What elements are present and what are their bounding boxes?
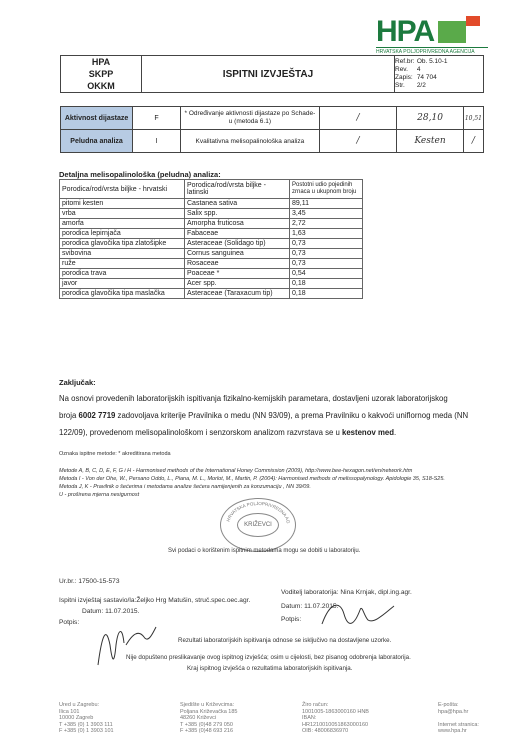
signature-left xyxy=(92,615,162,670)
footer-line: F +385 (0)48 693 216 xyxy=(180,728,234,734)
lab-note: Svi podaci o korištenim ispitnim metodama mogu se dobiti u laboratoriju. xyxy=(168,548,361,554)
footer-line: www.hpa.hr xyxy=(438,728,467,734)
report-meta xyxy=(395,56,484,93)
table-row xyxy=(60,239,363,249)
footer-line: 1001005-1863000160 HNB xyxy=(302,708,369,715)
lab-head-potpis: Potpis: xyxy=(281,616,302,623)
cell-hr: ruže xyxy=(60,259,185,269)
signature-right xyxy=(318,596,398,636)
footer-line: Ured u Zagrebu: xyxy=(59,702,100,708)
lab-head: Voditelj laboratorija: Nina Krnjak, dipl.ing.agr. xyxy=(281,589,412,596)
meta-value: 4 xyxy=(416,66,421,73)
cell-pct: 0,54 xyxy=(290,269,363,279)
honey-type: kestenov med xyxy=(341,428,394,437)
cell-lat: Cornus sanguinea xyxy=(185,249,290,259)
logo-subtitle: HRVATSKA POLJOPRIVREDNA AGENCIJA xyxy=(376,47,488,55)
cell-hr: porodica lepirnjača xyxy=(60,229,185,239)
meta-key: Rev. xyxy=(395,66,408,73)
analysis-result: Kesten xyxy=(397,130,464,153)
conclusion-title: Zaključak: xyxy=(59,378,96,387)
text: 122/09), provedenom melisopalinološkom i senzorskom analizom razvrstava se u xyxy=(59,428,342,437)
cell-pct: 0,73 xyxy=(290,259,363,269)
cell-lat: Rosaceae xyxy=(185,259,290,269)
footer-line: OIB: 48006836970 xyxy=(302,728,349,734)
org-line: HPA xyxy=(91,57,111,67)
method-note: Metode A, B, C, D, E, F, G i H - Harmonised methods of the International Honey Commission (2009), http://www.bee-hexagon.net/en/network.htm xyxy=(59,468,413,474)
meta-key: Ref.br: xyxy=(395,58,415,65)
official-stamp xyxy=(220,498,296,552)
cell-pct: 89,11 xyxy=(290,199,363,209)
analysis-row xyxy=(61,130,484,153)
analysis-row xyxy=(61,107,484,130)
cell-hr: porodica glavočika tipa maslačka xyxy=(60,289,185,299)
sample-number: 6002 7719 xyxy=(78,411,116,420)
col-header-hr: Porodica/rod/vrsta biljke - hrvatski xyxy=(60,180,185,199)
meta-value: 2/2 xyxy=(416,82,426,89)
analysis-desc: Kvalitativna melisopalinološka analiza xyxy=(180,130,319,153)
text: zadovoljava kriterije Pravilnika o medu (NN 93/09), a prema Pravilniku o kakvoći uniflornog meda (NN xyxy=(115,411,469,420)
disclaimer-1: Rezultati laboratorijskih ispitivanja odnose se isključivo na dostavljene uzorke. xyxy=(178,637,392,644)
cell-pct: 1,63 xyxy=(290,229,363,239)
table-row xyxy=(60,269,363,279)
logo-red-square xyxy=(466,16,480,26)
footer-line: E-pošta: xyxy=(438,702,459,708)
footer-line: IBAN: xyxy=(302,715,317,721)
footer-line: T +385 (0) 1 3903 111 xyxy=(59,721,113,728)
org-block xyxy=(61,56,142,93)
cell-hr: porodica glavočika tipa zlatošipke xyxy=(60,239,185,249)
report-header xyxy=(60,55,484,93)
pollen-header-row xyxy=(60,180,363,199)
footer-krizevci xyxy=(180,702,237,735)
footer-line: 48260 Križevci xyxy=(180,715,217,721)
conclusion-text xyxy=(59,390,489,441)
analysis-unit: / xyxy=(319,130,396,153)
cell-pct: 0,18 xyxy=(290,279,363,289)
method-note: Metoda I - Von der Ohe, W., Persano Oddo, L., Piana, M. L., Morlot, M., Martin, P. (2004): Harmonised methods of melissopalynology. Apidologie 35, S18-S25. xyxy=(59,476,445,482)
cell-pct: 0,73 xyxy=(290,239,363,249)
table-row xyxy=(60,229,363,239)
stamp-text: KRIŽEVCI xyxy=(237,513,279,537)
table-row xyxy=(60,289,363,299)
analysis-desc: * Određivanje aktivnosti dijastaze po Schade-u (metoda 6.1) xyxy=(180,107,319,130)
cell-pct: 3,45 xyxy=(290,209,363,219)
conclusion-line-1: Na osnovi provedenih laboratorijskih ispitivanja fizikalno-kemijskih parametara, dostavljeni uzorak laboratorijskog xyxy=(59,394,448,403)
cell-lat: Acer spp. xyxy=(185,279,290,289)
footer-bank xyxy=(302,702,369,735)
cell-lat: Asteraceae (Solidago tip) xyxy=(185,239,290,249)
table-row xyxy=(60,199,363,209)
prepared-potpis: Potpis: xyxy=(59,619,80,626)
footer-line: Sjedište u Križevcima: xyxy=(180,702,235,708)
hpa-logo xyxy=(376,13,488,53)
footer-line: HR1210010051863000160 xyxy=(302,721,369,728)
meta-value: Ob. 5.10-1 xyxy=(416,58,448,65)
cell-hr: javor xyxy=(60,279,185,289)
disclaimer-3: Kraj ispitnog izvješća o rezultatima laboratorijskih ispitivanja. xyxy=(187,665,353,672)
cell-lat: Asteraceae (Taraxacum tip) xyxy=(185,289,290,299)
cell-pct: 0,18 xyxy=(290,289,363,299)
table-row xyxy=(60,209,363,219)
conclusion-line-3 xyxy=(59,424,489,441)
col-header-pct: Postotni udio pojedinih zrnaca u ukupnom broju xyxy=(290,180,363,199)
cell-hr: pitomi kesten xyxy=(60,199,185,209)
footer-line: 10000 Zagreb xyxy=(59,715,94,721)
detail-title: Detaljna melisopalinološka (peludna) analiza: xyxy=(59,170,221,179)
cell-hr: porodica trava xyxy=(60,269,185,279)
footer-line: Žiro račun: xyxy=(302,702,329,708)
table-row xyxy=(60,219,363,229)
conclusion-line-2 xyxy=(59,407,489,424)
method-note: Metoda J, K - Pravilnik o šećerima i metodama analize šećera namijenjenih za konzumaciju , NN 39/09. xyxy=(59,484,311,490)
footer-line: Ilica 101 xyxy=(59,708,80,715)
pollen-table xyxy=(59,179,363,299)
org-line: OKKM xyxy=(87,81,115,91)
accredited-note: Oznaka ispitne metode: * akreditirana metoda xyxy=(59,451,171,457)
footer-line: Internet stranica: xyxy=(438,721,479,728)
footer-line: Poljana Križevačka 185 xyxy=(180,708,238,715)
footer-line: hpa@hpa.hr xyxy=(438,708,469,715)
footer-line: F +385 (0) 1 3903 101 xyxy=(59,728,114,734)
analysis-result: 28,10 xyxy=(397,107,464,130)
meta-key: Zapis: xyxy=(395,74,413,81)
disclaimer-2: Nije dopušteno preslikavanje ovog ispitnog izvješća; osim u cijelosti, bez pisanog odobrenja laboratorija. xyxy=(126,654,411,661)
cell-lat: Poaceae * xyxy=(185,269,290,279)
method-code: F xyxy=(133,107,181,130)
cell-pct: 2,72 xyxy=(290,219,363,229)
footer-contact xyxy=(438,702,479,735)
lab-head-date: Datum: 11.07.2015. xyxy=(281,603,339,610)
analysis-label: Peludna analiza xyxy=(61,130,133,153)
text: . xyxy=(394,428,397,437)
stamp-ring-text: HRVATSKA POLJOPRIVREDNA AG xyxy=(225,500,291,524)
method-code: I xyxy=(133,130,181,153)
analysis-uncertainty: / xyxy=(463,130,483,153)
logo-brand: HPA xyxy=(376,15,435,48)
text: broja xyxy=(59,411,79,420)
meta-key: Str. xyxy=(395,82,405,89)
cell-hr: amorfa xyxy=(60,219,185,229)
col-header-lat: Porodica/rod/vrsta biljke - latinski xyxy=(185,180,290,199)
prepared-by: Ispitni izvještaj sastavio/la:Željko Hrg Matušin, struč.spec.oec.agr. xyxy=(59,597,251,604)
analyses-table xyxy=(60,106,484,153)
cell-lat: Salix spp. xyxy=(185,209,290,219)
table-row xyxy=(60,259,363,269)
cell-lat: Castanea sativa xyxy=(185,199,290,209)
analysis-uncertainty: 10,51 xyxy=(463,107,483,130)
org-line: SKPP xyxy=(88,69,114,79)
logo-green-square xyxy=(438,21,466,43)
footer-zagreb xyxy=(59,702,114,735)
cell-hr: svibovina xyxy=(60,249,185,259)
footer-line: T +385 (0)48 279 050 xyxy=(180,721,233,728)
cell-hr: vrba xyxy=(60,209,185,219)
prepared-date: Datum: 11.07.2015. xyxy=(82,608,140,615)
table-row xyxy=(60,249,363,259)
report-title: ISPITNI IZVJEŠTAJ xyxy=(142,56,395,93)
analysis-unit: / xyxy=(319,107,396,130)
cell-lat: Amorpha fruticosa xyxy=(185,219,290,229)
meta-value: 74 704 xyxy=(416,74,437,81)
cell-lat: Fabaceae xyxy=(185,229,290,239)
cell-pct: 0,73 xyxy=(290,249,363,259)
table-row xyxy=(60,279,363,289)
urbr: Ur.br.: 17500-15-573 xyxy=(59,578,120,585)
method-notes xyxy=(59,467,499,499)
analysis-label: Aktivnost dijastaze xyxy=(61,107,133,130)
method-note: U - proširena mjerna nesigurnost xyxy=(59,492,140,498)
